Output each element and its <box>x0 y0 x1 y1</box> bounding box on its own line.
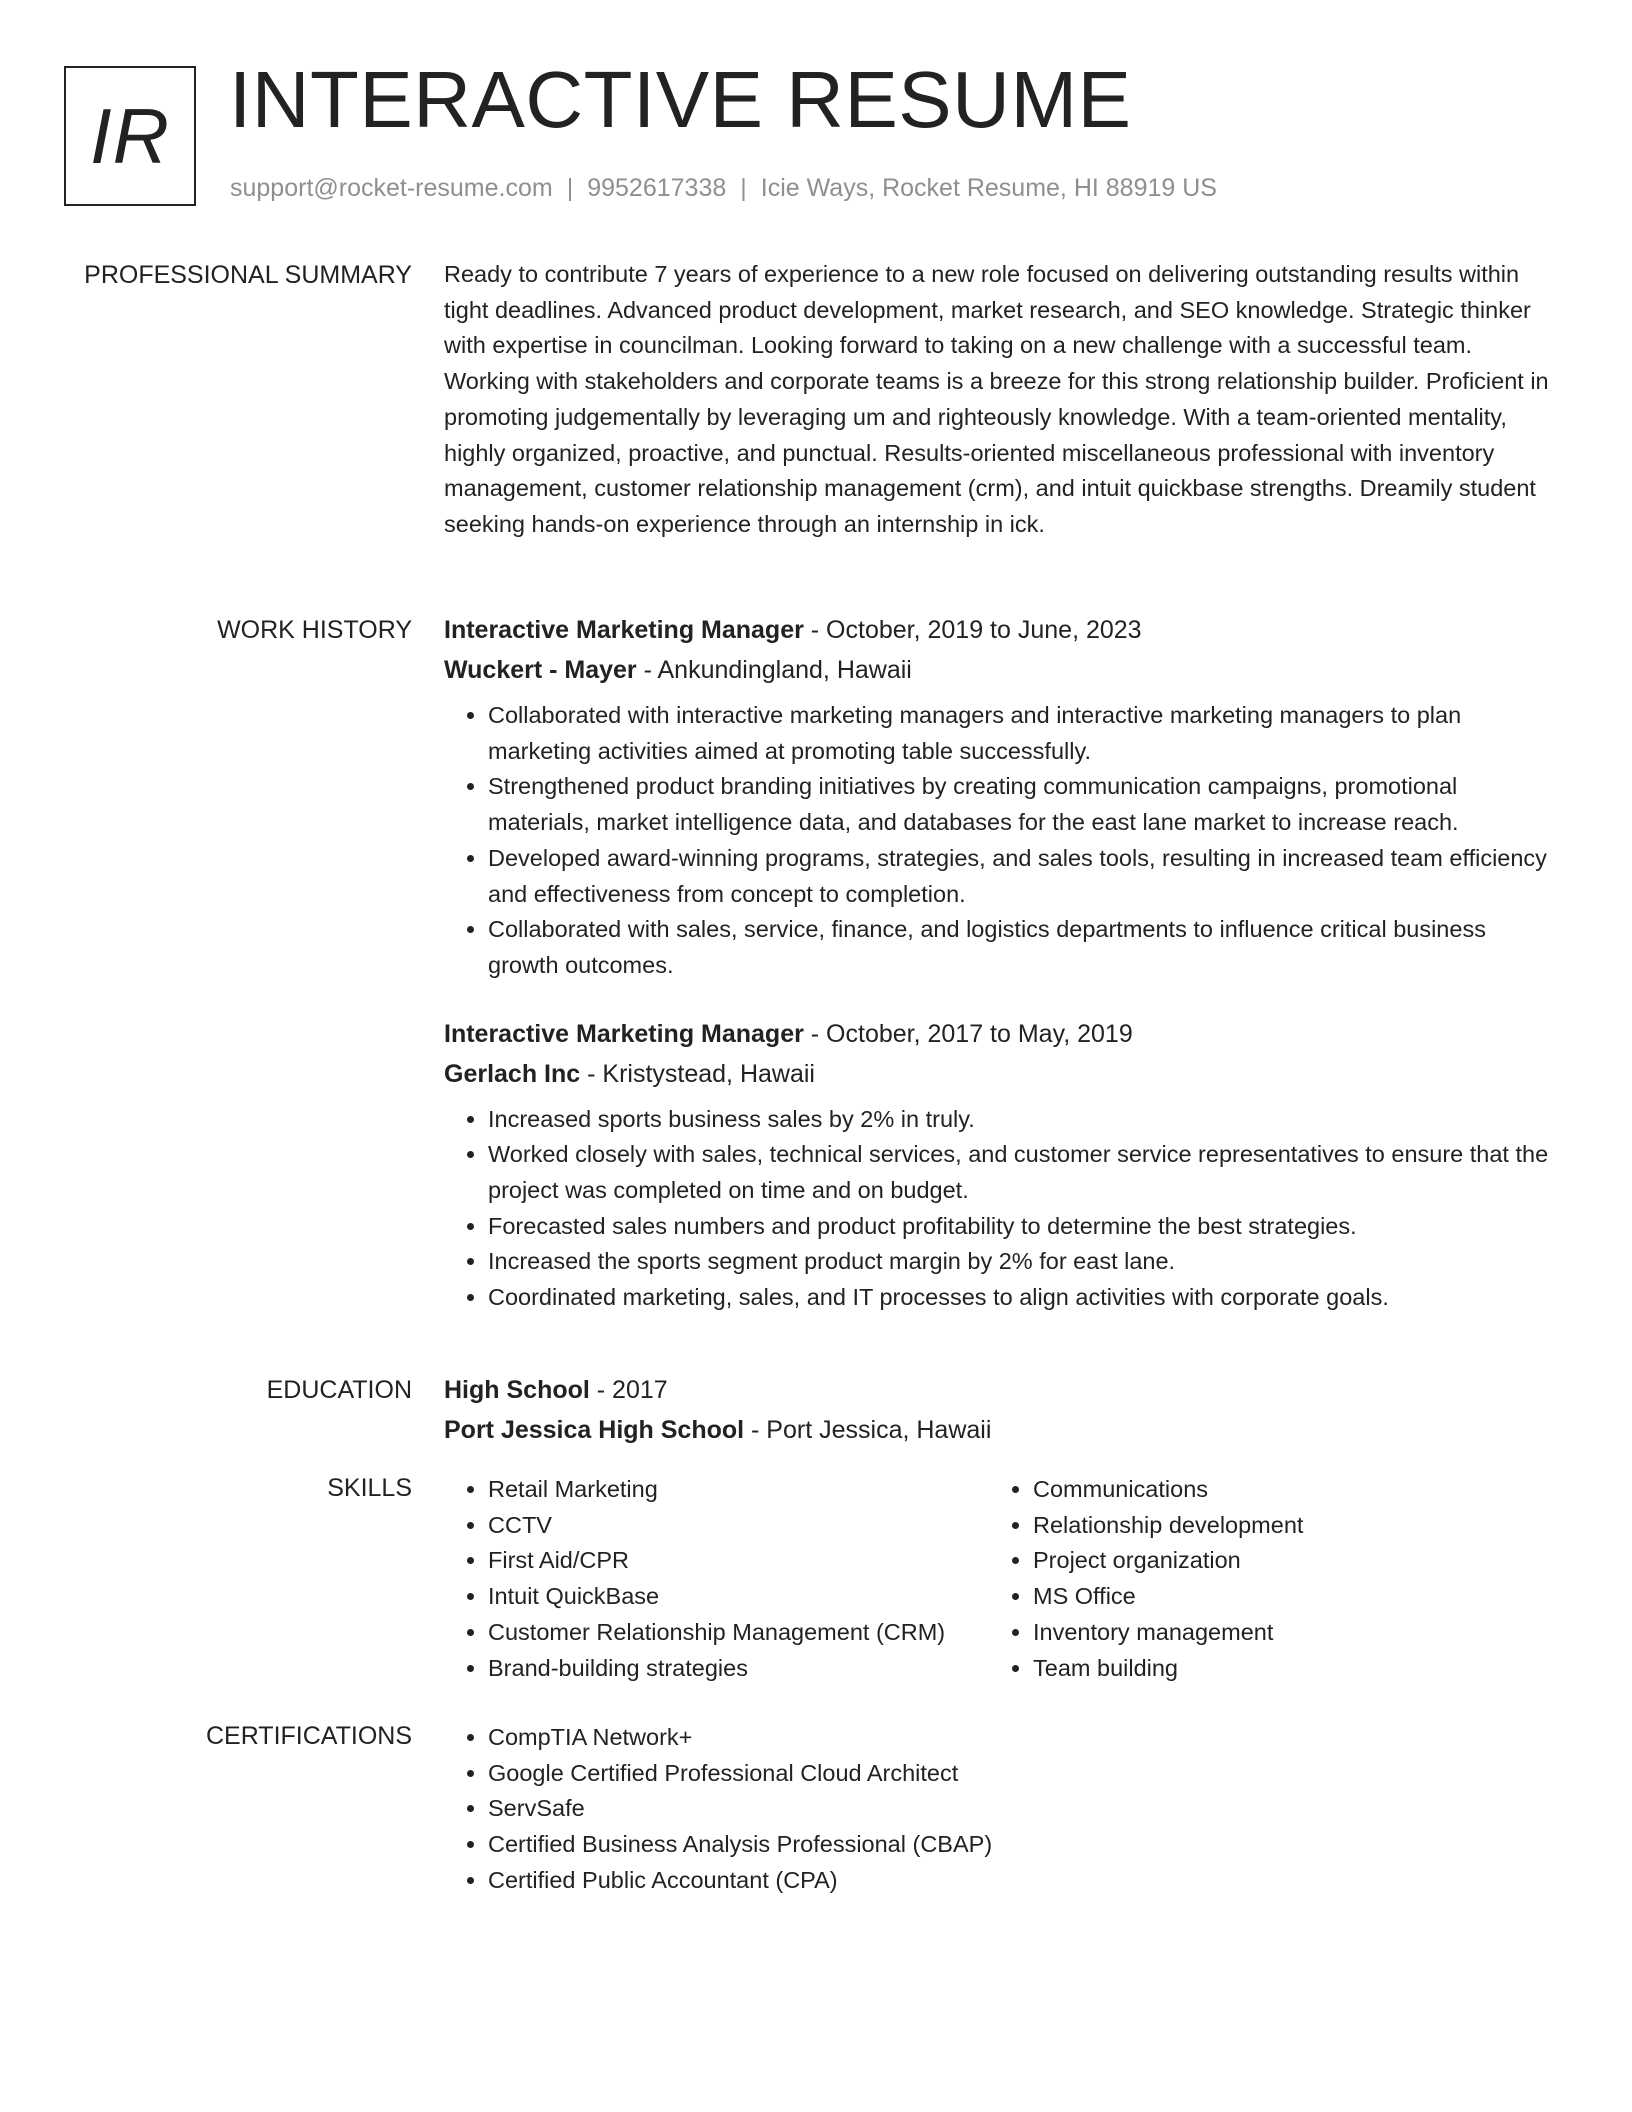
list-item: • Worked closely with sales, technical services, and customer service representatives to ensure that the project was completed on time and on budget. <box>488 1137 1559 1208</box>
section-body <box>444 1720 1559 1899</box>
job-title: Interactive Marketing Manager <box>444 616 804 644</box>
list-item: • Customer Relationship Management (CRM) <box>488 1615 989 1651</box>
list-item: • Inventory management <box>1033 1615 1534 1651</box>
list-item: • Collaborated with interactive marketing managers and interactive marketing managers to plan marketing activities aimed at promoting table successfully. <box>488 698 1559 769</box>
section-label: PROFESSIONAL SUMMARY <box>84 261 412 289</box>
job-bullets <box>444 698 1559 984</box>
section-label: EDUCATION <box>266 1376 412 1404</box>
education-school-line <box>444 1410 1559 1450</box>
job-location: - Ankundingland, Hawaii <box>636 656 912 684</box>
list-item: • Certified Business Analysis Professional (CBAP) <box>488 1827 1559 1863</box>
resume-name: INTERACTIVE RESUME <box>229 55 1132 144</box>
list-item: • MS Office <box>1033 1579 1534 1615</box>
list-item: • Relationship development <box>1033 1508 1534 1544</box>
job-company-line <box>444 650 1559 690</box>
list-item: • Increased the sports segment product margin by 2% for east lane. <box>488 1244 1559 1280</box>
contact-phone[interactable]: 9952617338 <box>587 174 727 202</box>
education-degree: High School <box>444 1376 590 1404</box>
contact-address: Icie Ways, Rocket Resume, HI 88919 US <box>760 174 1217 202</box>
section-label: SKILLS <box>327 1474 412 1502</box>
list-item: • Strengthened product branding initiatives by creating communication campaigns, promotional materials, market intelligence data, and databases for the east lane market to increase reach. <box>488 769 1559 840</box>
certifications-list <box>444 1720 1559 1899</box>
contact-email[interactable]: support@rocket-resume.com <box>230 174 553 202</box>
contact-line <box>230 174 1217 203</box>
job-company: Wuckert - Mayer <box>444 656 637 684</box>
list-item: • Brand-building strategies <box>488 1651 989 1687</box>
section-body <box>444 1472 1559 1686</box>
job-dates: - October, 2017 to May, 2019 <box>803 1019 1133 1048</box>
skills-column <box>989 1472 1534 1686</box>
job-title-line <box>444 610 1559 650</box>
summary-text: Ready to contribute 7 years of experience to a new role focused on delivering outstanding results within tight deadlines. Advanced product development, market research, and SEO knowledge. Strategic thinker with expertise in councilman. Looking forward to taking on a new challenge with a successful team. Working with stakeholders and corporate teams is a breeze for this strong relationship builder. Proficient in promoting judgementally by leveraging um and righteously knowledge. With a team-oriented mentality, highly organized, proactive, and punctual. Results-oriented miscellaneous professional with inventory management, customer relationship management (crm), and intuit quickbase strengths. Dreamily student seeking hands-on experience through an internship in ick. <box>444 261 1549 537</box>
job-location: - Kristystead, Hawaii <box>580 1059 815 1088</box>
job-bullets <box>444 1102 1559 1316</box>
skills-column <box>444 1472 989 1686</box>
list-item: • Intuit QuickBase <box>488 1579 989 1615</box>
list-item: • Retail Marketing <box>488 1472 989 1508</box>
list-item: • Increased sports business sales by 2% in truly. <box>488 1102 1559 1138</box>
job-dates: - October, 2019 to June, 2023 <box>803 616 1142 644</box>
education-year: - 2017 <box>589 1376 668 1404</box>
section-label: CERTIFICATIONS <box>205 1722 412 1750</box>
contact-separator: | <box>566 174 574 202</box>
education-degree-line <box>444 1370 1559 1410</box>
list-item: • Collaborated with sales, service, finance, and logistics departments to influence critical business growth outcomes. <box>488 912 1559 983</box>
list-item: • ServSafe <box>488 1791 1559 1827</box>
job-company-line <box>444 1054 1559 1094</box>
section-body <box>444 257 1559 543</box>
list-item: • CCTV <box>488 1508 989 1544</box>
list-item: • Communications <box>1033 1472 1534 1508</box>
list-item: • Team building <box>1033 1651 1534 1687</box>
education-location: - Port Jessica, Hawaii <box>744 1416 992 1444</box>
job-title-line <box>444 1014 1559 1054</box>
contact-separator: | <box>740 174 747 202</box>
list-item: • Coordinated marketing, sales, and IT processes to align activities with corporate goals. <box>488 1280 1559 1316</box>
list-item: • CompTIA Network+ <box>488 1720 1559 1756</box>
job-entry <box>444 610 1559 984</box>
list-item: • Google Certified Professional Cloud Architect <box>488 1756 1559 1792</box>
education-school: Port Jessica High School <box>444 1416 745 1444</box>
job-entry <box>444 1014 1559 1316</box>
section-body <box>444 610 1559 1346</box>
section-body <box>444 1370 1559 1450</box>
section-label: WORK HISTORY <box>217 616 412 644</box>
list-item: • Forecasted sales numbers and product profitability to determine the best strategies. <box>488 1209 1559 1245</box>
list-item: • Certified Public Accountant (CPA) <box>488 1863 1559 1899</box>
monogram-logo: IR <box>64 66 196 206</box>
list-item: • Project organization <box>1033 1543 1534 1579</box>
job-company: Gerlach Inc <box>444 1059 581 1088</box>
list-item: • First Aid/CPR <box>488 1543 989 1579</box>
skills-grid <box>444 1472 1559 1686</box>
job-title: Interactive Marketing Manager <box>444 1019 804 1048</box>
list-item: • Developed award-winning programs, strategies, and sales tools, resulting in increased team efficiency and effectiveness from concept to completion. <box>488 841 1559 912</box>
